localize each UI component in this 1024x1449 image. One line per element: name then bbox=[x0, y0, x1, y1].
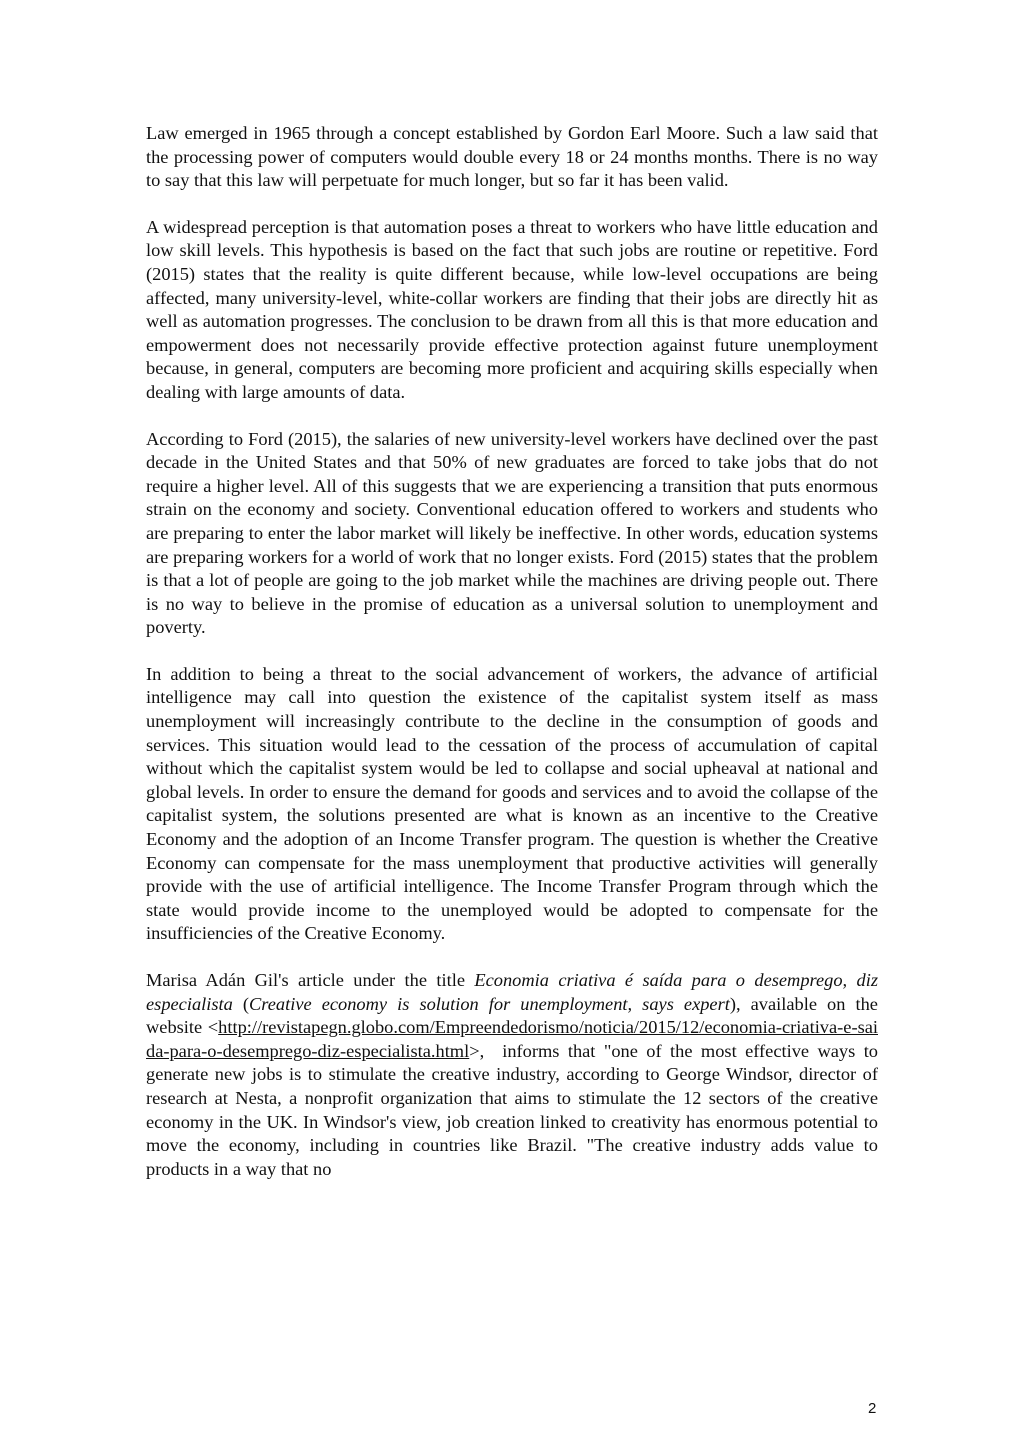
article-url-close: >, bbox=[469, 1040, 485, 1061]
paragraph-creative-economy-article bbox=[146, 969, 878, 1181]
article-intro-text: Marisa Adán Gil's article under the title bbox=[146, 970, 475, 990]
paragraph-moores-law: Law emerged in 1965 through a concept established by Gordon Earl Moore. Such a law said that the processing power of computers would double every 18 or 24 months months. There is no way to say that this law will perpetuate for much longer, but so far it has been valid. bbox=[146, 123, 878, 191]
page-number: 2 bbox=[868, 1400, 877, 1417]
article-quote-text: informs that "one of the most effective ways to generate new jobs is to stimulate the creative industry, according to George Windsor, director of research at Nesta, a nonprofit organization that aims to stimulate the 12 sectors of the creative economy in the UK. In Windsor's view, job creation linked to creativity has enormous potential to move the economy, including in countries like Brazil. "The creative industry adds value to products in a way that no bbox=[146, 1040, 878, 1179]
article-paren-open: ( bbox=[232, 993, 250, 1014]
paragraph-salaries-decline: According to Ford (2015), the salaries of new university-level workers have declined over the past decade in the United States and that 50% of new graduates are forced to take jobs that do not require a higher level. All of this suggests that we are experiencing a transition that puts enormous strain on the economy and society. Conventional education offered to workers and students who are preparing to enter the labor market will likely be ineffective. In other words, education systems are preparing workers for a world of work that no longer exists. Ford (2015) states that the problem is that a lot of people are going to the job market while the machines are driving people out. There is no way to believe in the promise of education as a universal solution to unemployment and poverty. bbox=[146, 428, 878, 638]
article-title-portuguese: Economia criativa é saída para o desemprego, diz especialista bbox=[146, 970, 878, 1014]
paragraph-capitalist-system: In addition to being a threat to the social advancement of workers, the advance of artificial intelligence may call into question the existence of the capitalist system itself as mass unemployment will increasingly contribute to the decline in the consumption of goods and services. This situation would lead to the cessation of the process of accumulation of capital without which the capitalist system would be led to collapse and social upheaval at national and global levels. In order to ensure the demand for goods and services and to avoid the collapse of the capitalist system, the solutions presented are what is known as an incentive to the Creative Economy and the adoption of an Income Transfer program. The question is whether the Creative Economy can compensate for the mass unemployment that productive activities will generally provide with the use of artificial intelligence. The Income Transfer Program through which the state would provide income to the unemployed would be adopted to compensate for the insufficiencies of the Creative Economy. bbox=[146, 663, 878, 944]
paragraph-automation-threat: A widespread perception is that automation poses a threat to workers who have little education and low skill levels. This hypothesis is based on the fact that such jobs are routine or repetitive. Ford (2015) states that the reality is quite different because, while low-level occupations are being affected, many university-level, white-collar workers are finding that their jobs are directly hit as well as automation progresses. The conclusion to be drawn from all this is that more education and empowerment does not necessarily provide effective protection against future unemployment because, in general, computers are becoming more proficient and acquiring skills especially when dealing with large amounts of data. bbox=[146, 216, 878, 402]
article-url-link[interactable]: http://revistapegn.globo.com/Empreendedorismo/noticia/2015/12/economia-criativa-e-saida-para-o-desemprego-diz-especialista.html bbox=[146, 1017, 878, 1061]
article-availability-text: ), available on the website < bbox=[146, 993, 878, 1038]
document-body bbox=[146, 122, 878, 1204]
article-title-english: Creative economy is solution for unemployment, says expert bbox=[249, 993, 730, 1014]
